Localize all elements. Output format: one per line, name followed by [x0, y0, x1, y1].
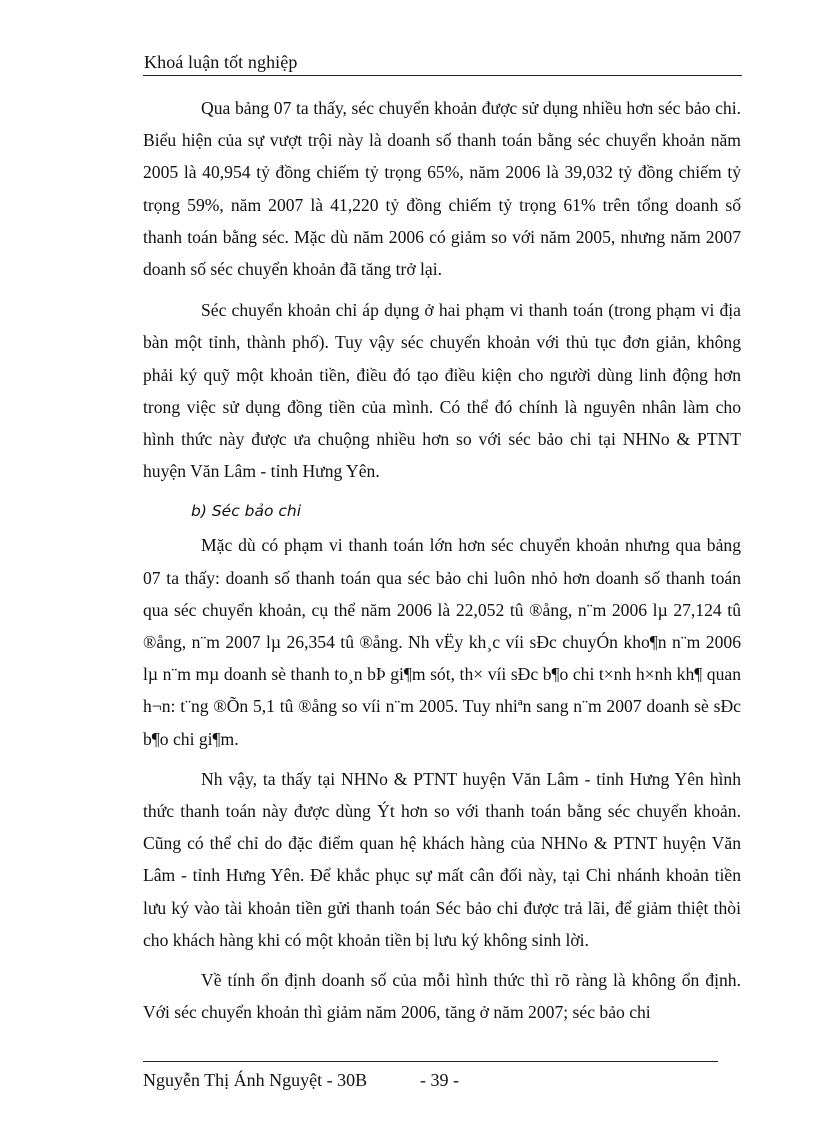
footer-author: Nguyễn Thị Ánh Nguyệt - 30B [143, 1070, 368, 1090]
header-title: Khoá luận tốt nghiệp [144, 52, 298, 72]
paragraph-1: Qua bảng 07 ta thấy, séc chuyển khoản được sử dụng nhiều hơn séc bảo chi. Biểu hiện của sự vượt trội này là doanh số thanh toán bằng séc chuyển khoản năm 2005 là 40,954 tỷ đồng chiếm tỷ trọng 65%, năm 2006 là 39,032 tỷ đồng chiếm tỷ trọng 59%, năm 2007 là 41,220 tỷ đồng chiếm tỷ trọng 61% trên tổng doanh số thanh toán bằng séc. Mặc dù năm 2006 có giảm so với năm 2005, nhưng năm 2007 doanh số séc chuyển khoản đã tăng trở lại. [143, 98, 741, 280]
header-divider [143, 75, 742, 76]
paragraph-3: Mặc dù có phạm vi thanh toán lớn hơn séc chuyển khoản nhưng qua bảng 07 ta thấy: doanh số thanh toán qua séc bảo chi luôn nhỏ hơn doanh số thanh toán qua séc chuyển khoản, cụ thể năm 2006 là 22,052 tû ®ång, n¨m 2006 lµ 27,124 tû ®ång, n¨m 2007 lµ 26,354 tû ®ång. Nh vËy kh¸c víi sÐc chuyÓn kho¶n n¨m 2006 lµ n¨m mµ doanh sè thanh to¸n bÞ gi¶m sót, th× víi sÐc b¶o chi t×nh h×nh kh¶ quan h¬n: t¨ng ®Õn 5,1 tû ®ång so víi n¨m 2005. Tuy nhiªn sang n¨m 2007 doanh sè sÐc b¶o chi gi¶m. [143, 535, 741, 749]
document-body [143, 92, 741, 1028]
footer-divider [143, 1061, 718, 1062]
page-number: - 39 - [420, 1070, 459, 1090]
paragraph-2: Séc chuyển khoản chỉ áp dụng ở hai phạm vi thanh toán (trong phạm vi địa bàn một tỉnh, thành phố). Tuy vậy séc chuyển khoản với thủ tục đơn giản, không phải ký quỹ một khoản tiền, điều đó tạo điều kiện cho người dùng linh động hơn trong việc sử dụng đồng tiền của mình. Có thể đó chính là nguyên nhân làm cho hình thức này được ưa chuộng nhiều hơn so với séc bảo chi tại NHNo & PTNT huyện Văn Lâm - tỉnh Hưng Yên. [143, 300, 741, 482]
paragraph-4: Nh vậy, ta thấy tại NHNo & PTNT huyện Văn Lâm - tỉnh Hưng Yên hình thức thanh toán này được dùng Ýt hơn so với thanh toán bằng séc chuyển khoản. Cũng có thể chỉ do đặc điểm quan hệ khách hàng của NHNo & PTNT huyện Văn Lâm - tỉnh Hưng Yên. Để khắc phục sự mất cân đối này, tại Chi nhánh khoản tiền lưu ký vào tài khoản tiền gửi thanh toán Séc bảo chi được trả lãi, để giảm thiệt thòi cho khách hàng khi có một khoản tiền bị lưu ký không sinh lời. [143, 768, 741, 950]
paragraph-5: Về tính ổn định doanh số của mỗi hình thức thì rõ ràng là không ổn định. Với séc chuyển khoản thì giảm năm 2006, tăng ở năm 2007; séc bảo chi [143, 970, 741, 1023]
section-heading: b) Séc bảo chi [191, 502, 302, 521]
